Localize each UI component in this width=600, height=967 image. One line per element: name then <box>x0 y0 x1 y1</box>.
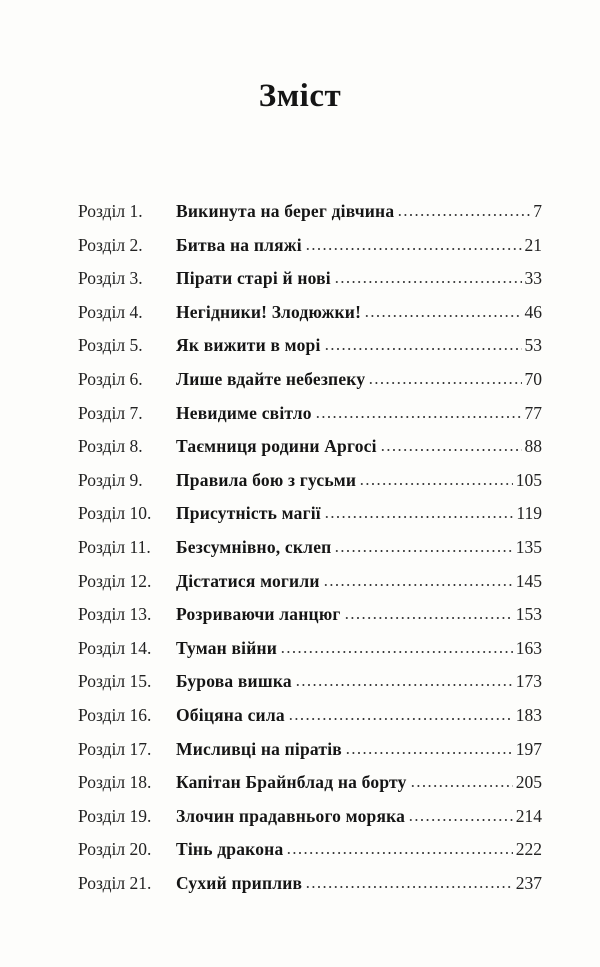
toc-entry <box>78 201 542 235</box>
dot-leader <box>288 707 513 721</box>
toc-entry <box>78 268 542 302</box>
chapter-label: Розділ 16. <box>78 704 152 725</box>
toc-entry <box>78 839 542 873</box>
page-number: 105 <box>515 469 542 490</box>
page-number: 163 <box>515 637 542 658</box>
page-number: 21 <box>524 234 542 255</box>
page-number: 205 <box>515 772 542 793</box>
chapter-title: Битва на пляжі <box>176 234 302 255</box>
dot-leader <box>359 472 513 486</box>
page-number: 119 <box>516 503 542 524</box>
dot-leader <box>280 640 513 654</box>
chapter-label: Розділ 3. <box>78 268 143 289</box>
toc-entry <box>78 403 542 437</box>
chapter-title: Присутність магії <box>176 503 321 524</box>
toc-entry <box>78 806 542 840</box>
chapter-title: Викинута на берег дівчина <box>176 201 395 221</box>
page-number: 153 <box>515 604 542 625</box>
chapter-label: Розділ 8. <box>78 436 143 457</box>
toc-entry <box>78 369 542 403</box>
chapter-title: Безсумнівно, склеп <box>176 536 332 557</box>
toc-entry <box>78 671 542 705</box>
chapter-label: Розділ 2. <box>78 234 143 255</box>
page-number: 33 <box>524 268 542 289</box>
chapter-title: Злочин прадавнього моряка <box>176 805 406 826</box>
chapter-label: Розділ 14. <box>78 637 152 658</box>
chapter-label: Розділ 9. <box>78 469 143 490</box>
dot-leader <box>364 304 521 318</box>
chapter-label: Розділ 10. <box>78 503 152 524</box>
toc-entry <box>78 638 542 672</box>
chapter-title: Мисливці на піратів <box>176 738 342 759</box>
toc-entry <box>78 571 542 605</box>
dot-leader <box>334 539 512 553</box>
chapter-title: Тінь дракона <box>176 839 284 860</box>
page-number: 46 <box>524 301 542 322</box>
dot-leader <box>334 270 522 284</box>
page-number: 173 <box>515 671 542 692</box>
chapter-label: Розділ 12. <box>78 570 152 591</box>
chapter-title: Таємниця родини Аргосі <box>176 436 377 457</box>
chapter-title: Як вижити в морі <box>176 335 321 356</box>
page-number: 145 <box>515 570 542 591</box>
dot-leader <box>315 405 522 419</box>
page-number: 77 <box>524 402 542 423</box>
toc-entry <box>78 537 542 571</box>
toc-entry <box>78 503 542 537</box>
dot-leader <box>397 203 530 217</box>
dot-leader <box>324 337 522 351</box>
chapter-title: Правила бою з гусьми <box>176 469 357 490</box>
dot-leader <box>380 438 522 452</box>
dot-leader <box>305 875 513 889</box>
page-number: 183 <box>515 704 542 725</box>
chapter-label: Розділ 13. <box>78 604 152 625</box>
page-number: 197 <box>515 738 542 759</box>
chapter-title: Туман війни <box>176 637 278 658</box>
table-of-contents <box>78 201 542 906</box>
toc-entry <box>78 470 542 504</box>
page-number: 70 <box>524 368 542 389</box>
chapter-label: Розділ 6. <box>78 368 143 389</box>
chapter-label: Розділ 15. <box>78 671 152 692</box>
toc-entry <box>78 335 542 369</box>
dot-leader <box>324 505 514 519</box>
toc-entry <box>78 873 542 907</box>
page-number: 237 <box>515 872 542 893</box>
dot-leader <box>295 673 513 687</box>
page-title: Зміст <box>258 78 342 114</box>
page-number: 53 <box>524 335 542 356</box>
dot-leader <box>368 371 521 385</box>
toc-entry <box>78 772 542 806</box>
dot-leader <box>323 573 513 587</box>
chapter-title: Сухий приплив <box>176 872 303 893</box>
dot-leader <box>408 808 513 822</box>
page-number: 222 <box>515 839 542 860</box>
chapter-title: Розриваючи ланцюг <box>176 604 341 625</box>
chapter-label: Розділ 20. <box>78 839 152 860</box>
chapter-label: Розділ 5. <box>78 335 143 356</box>
chapter-title: Обіцяна сила <box>176 704 285 725</box>
dot-leader <box>344 606 513 620</box>
chapter-label: Розділ 11. <box>78 536 151 557</box>
chapter-title: Дістатися могили <box>176 570 320 591</box>
chapter-label: Розділ 17. <box>78 738 152 759</box>
chapter-title: Негідники! Злодюжки! <box>176 301 362 322</box>
dot-leader <box>410 774 513 788</box>
dot-leader <box>305 237 522 251</box>
chapter-label: Розділ 21. <box>78 872 152 893</box>
toc-entry <box>78 739 542 773</box>
page-number: 88 <box>524 436 542 457</box>
dot-leader <box>345 741 513 755</box>
page-number: 214 <box>515 805 542 826</box>
chapter-label: Розділ 19. <box>78 805 152 826</box>
page-number: 135 <box>515 536 542 557</box>
chapter-label: Розділ 7. <box>78 402 143 423</box>
chapter-label: Розділ 1. <box>78 201 143 221</box>
chapter-title: Капітан Брайнблад на борту <box>176 772 407 793</box>
chapter-label: Розділ 4. <box>78 301 143 322</box>
chapter-label: Розділ 18. <box>78 772 152 793</box>
toc-entry <box>78 302 542 336</box>
toc-entry <box>78 604 542 638</box>
chapter-title: Пірати старі й нові <box>176 268 331 289</box>
dot-leader <box>286 841 512 855</box>
toc-entry <box>78 436 542 470</box>
chapter-title: Невидиме світло <box>176 402 312 423</box>
toc-entry <box>78 705 542 739</box>
chapter-title: Лише вдайте небезпеку <box>176 368 366 389</box>
toc-entry <box>78 235 542 269</box>
chapter-title: Бурова вишка <box>176 671 292 692</box>
page-number: 7 <box>533 201 542 221</box>
